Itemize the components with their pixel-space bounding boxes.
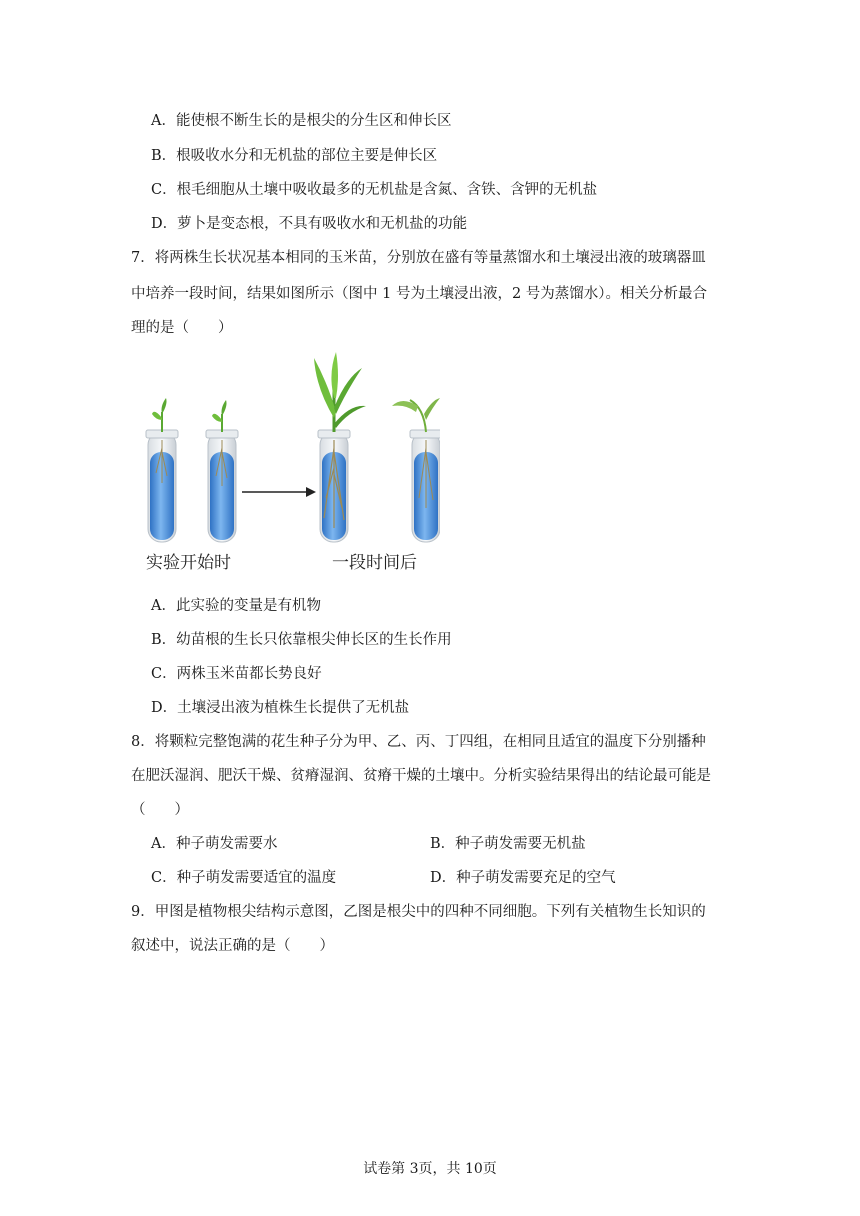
q6-option-d: D．萝卜是变态根，不具有吸收水和无机盐的功能 [151,216,468,232]
label-experiment-start: 实验开始时 [146,553,231,573]
arrow-icon [242,487,316,497]
page-footer: 试卷第 3页，共 10页 [363,1161,497,1177]
q8-stem-line-3: （ ） [131,802,189,818]
q9-stem-line-2: 叙述中，说法正确的是（ ） [131,938,334,954]
q7-option-c: C．两株玉米苗都长势良好 [151,666,322,682]
q7-option-d: D．土壤浸出液为植株生长提供了无机盐 [151,700,410,716]
q7-option-b: B．幼苗根的生长只依靠根尖伸长区的生长作用 [151,632,452,648]
q8-option-b: B．种子萌发需要无机盐 [430,836,586,852]
label-after-period: 一段时间后 [332,553,417,573]
q7-stem-line-3: 理的是（ ） [131,320,233,336]
q7-stem-line-2: 中培养一段时间，结果如图所示（图中 1 号为土壤浸出液，2 号为蒸馏水）。相关分析最合 [131,286,708,302]
tube-after-1 [314,352,366,542]
test-tubes-illustration [140,348,440,548]
experiment-figure [140,348,440,578]
q8-stem-line-1: 8．将颗粒完整饱满的花生种子分为甲、乙、丙、丁四组，在相同且适宜的温度下分别播种 [131,734,706,750]
q8-option-c: C．种子萌发需要适宜的温度 [151,870,337,886]
q8-stem-line-2: 在肥沃湿润、肥沃干燥、贫瘠湿润、贫瘠干燥的土壤中。分析实验结果得出的结论最可能是 [131,768,711,784]
q9-stem-line-1: 9．甲图是植物根尖结构示意图，乙图是根尖中的四种不同细胞。下列有关植物生长知识的 [131,904,706,920]
q7-option-a: A．此实验的变量是有机物 [151,598,321,614]
q7-stem-line-1: 7．将两株生长状况基本相同的玉米苗，分别放在盛有等量蒸馏水和土壤浸出液的玻璃器皿 [131,250,706,266]
tube-start-1 [146,398,178,542]
q6-option-c: C．根毛细胞从土壤中吸收最多的无机盐是含氮、含铁、含钾的无机盐 [151,182,598,198]
q8-option-a: A．种子萌发需要水 [151,836,278,852]
tube-start-2 [206,400,238,542]
tube-after-2 [392,398,440,542]
q6-option-a: A．能使根不断生长的是根尖的分生区和伸长区 [151,113,452,129]
q6-option-b: B．根吸收水分和无机盐的部位主要是伸长区 [151,148,438,164]
q8-option-d: D．种子萌发需要充足的空气 [430,870,616,886]
